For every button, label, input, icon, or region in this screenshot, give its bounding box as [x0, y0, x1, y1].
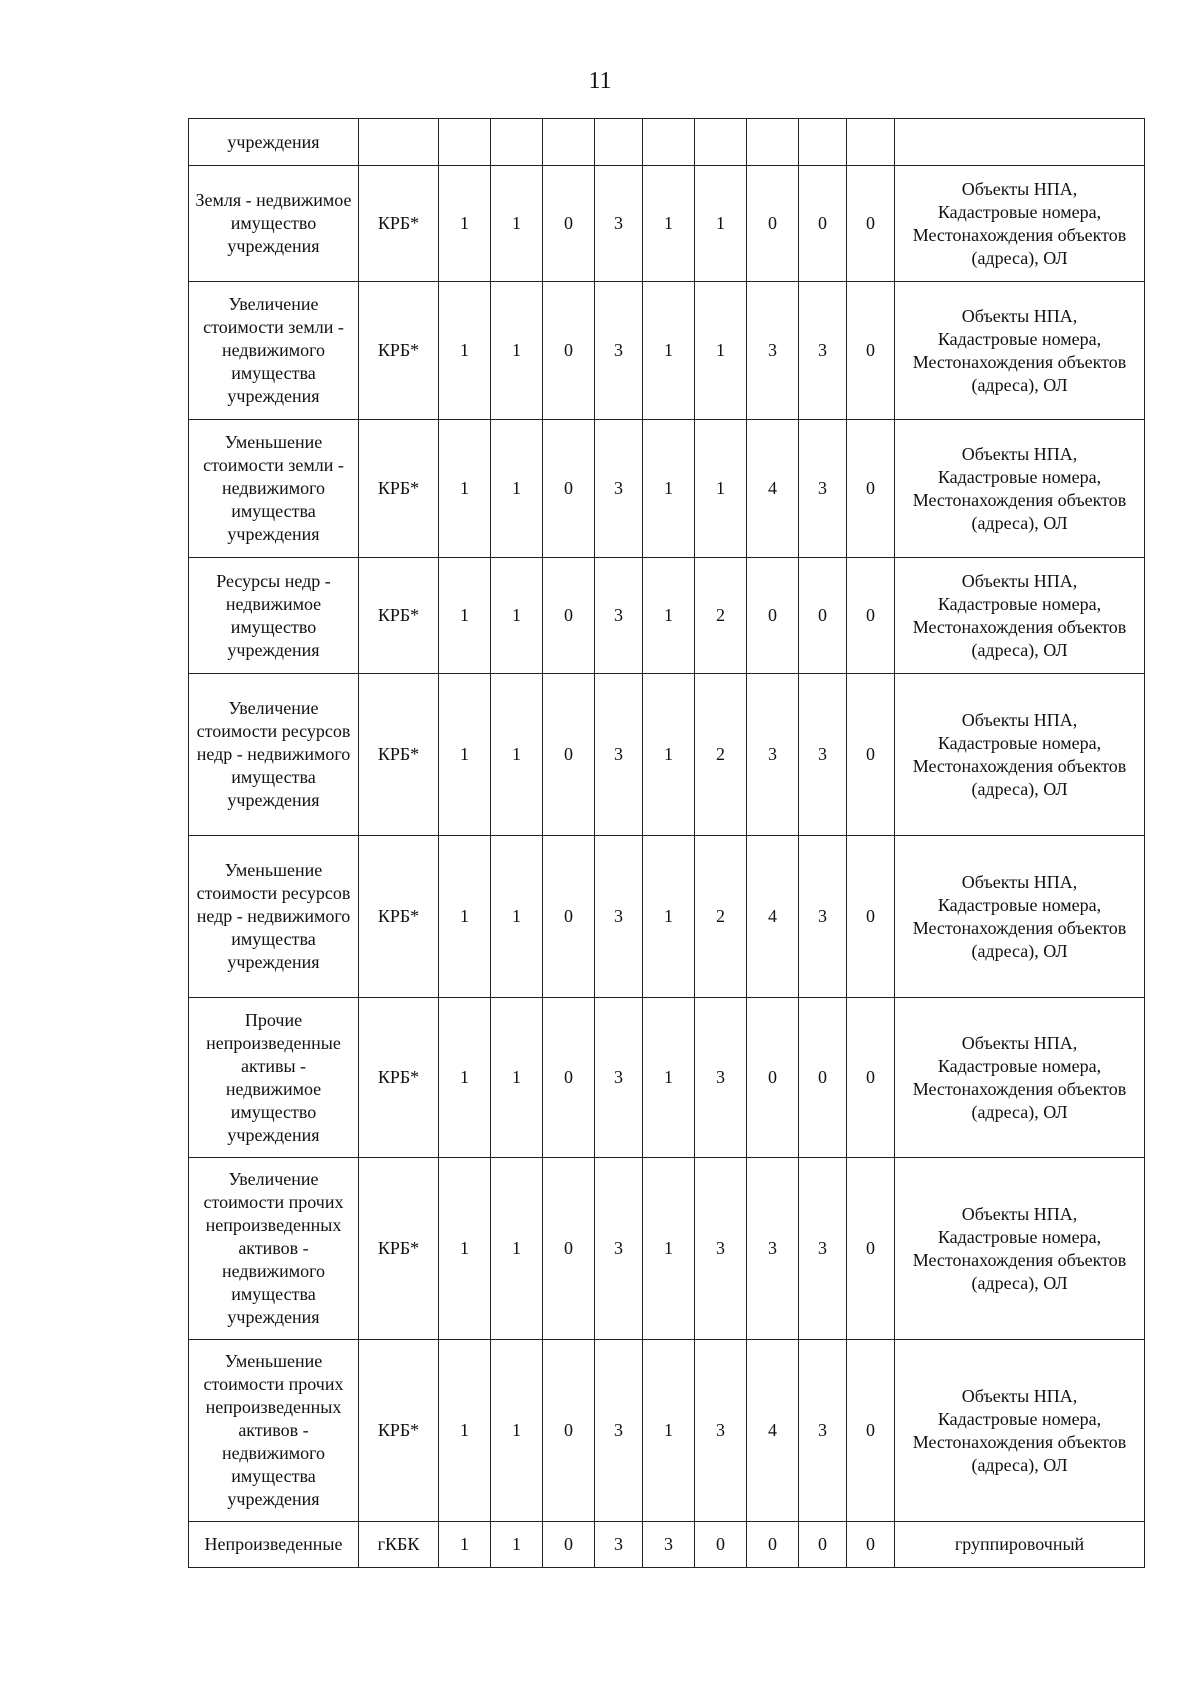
note-line: Объекты НПА,: [961, 305, 1078, 326]
row-note-cell: [895, 674, 1145, 836]
row-name-cell: [189, 998, 359, 1158]
note-line: (адреса), ОЛ: [971, 940, 1068, 961]
row-note-cell: [895, 1158, 1145, 1340]
row-name: Уменьшение стоимости прочих непроизведенных активов - недвижимого имущества учреждения: [203, 1351, 344, 1509]
code-digit-cell: 1: [643, 420, 695, 558]
row-name: Прочие непроизведенные активы - недвижимое имущество учреждения: [206, 1009, 341, 1145]
code-digit-cell: 0: [747, 558, 799, 674]
code-digit-cell: 0: [543, 420, 595, 558]
code-digit-cell: 0: [799, 998, 847, 1158]
note-line: Объекты НПА,: [961, 871, 1078, 892]
empty-cell: [543, 119, 595, 166]
code-digit-cell: 1: [643, 674, 695, 836]
code-digit-cell: 4: [747, 836, 799, 998]
code-digit-cell: 3: [595, 998, 643, 1158]
code-digit-cell: 3: [799, 282, 847, 420]
empty-cell: [439, 119, 491, 166]
empty-cell: [847, 119, 895, 166]
row-type-cell: КРБ*: [359, 836, 439, 998]
code-digit-cell: 1: [491, 166, 543, 282]
code-digit-cell: 0: [847, 998, 895, 1158]
code-digit-cell: 3: [595, 420, 643, 558]
code-digit-cell: 0: [847, 166, 895, 282]
code-digit-cell: 3: [799, 1340, 847, 1522]
row-type-cell: КРБ*: [359, 166, 439, 282]
row-name-cell: [189, 558, 359, 674]
code-digit-cell: 0: [799, 558, 847, 674]
row-note-cell: [895, 420, 1145, 558]
code-digit-cell: 1: [643, 836, 695, 998]
note-line: (адреса), ОЛ: [971, 512, 1068, 533]
note-line: Местонахождения объектов: [912, 1249, 1127, 1270]
row-type-cell: КРБ*: [359, 998, 439, 1158]
code-digit-cell: 3: [595, 166, 643, 282]
code-digit-cell: 3: [695, 998, 747, 1158]
note-line: Кадастровые номера,: [937, 593, 1102, 614]
code-digit-cell: 0: [543, 282, 595, 420]
note-line: Кадастровые номера,: [937, 1226, 1102, 1247]
row-note-cell: [895, 1522, 1145, 1568]
note-line: группировочный: [954, 1534, 1085, 1554]
code-digit-cell: 2: [695, 836, 747, 998]
code-digit-cell: 1: [439, 674, 491, 836]
row-name-cell: [189, 1340, 359, 1522]
note-line: Местонахождения объектов: [912, 917, 1127, 938]
note-line: Кадастровые номера,: [937, 201, 1102, 222]
row-type-cell: КРБ*: [359, 420, 439, 558]
row-name: Ресурсы недр - недвижимое имущество учреждения: [216, 570, 331, 660]
code-digit-cell: 1: [491, 998, 543, 1158]
table-row: [189, 998, 1145, 1158]
code-digit-cell: 1: [695, 166, 747, 282]
row-name-cell: [189, 166, 359, 282]
code-digit-cell: 1: [643, 558, 695, 674]
code-digit-cell: 1: [643, 998, 695, 1158]
note-line: Местонахождения объектов: [912, 351, 1127, 372]
note-line: Местонахождения объектов: [912, 224, 1127, 245]
note-line: Объекты НПА,: [961, 178, 1078, 199]
note-line: Объекты НПА,: [961, 570, 1078, 591]
code-digit-cell: 0: [543, 1522, 595, 1568]
code-digit-cell: 0: [747, 998, 799, 1158]
empty-cell: [359, 119, 439, 166]
table-row: [189, 674, 1145, 836]
empty-cell: [895, 119, 1145, 166]
note-line: Местонахождения объектов: [912, 1431, 1127, 1452]
code-digit-cell: 3: [695, 1158, 747, 1340]
code-digit-cell: 0: [543, 1158, 595, 1340]
code-digit-cell: 0: [847, 836, 895, 998]
code-digit-cell: 1: [491, 420, 543, 558]
code-digit-cell: 1: [491, 1158, 543, 1340]
code-digit-cell: 4: [747, 420, 799, 558]
code-digit-cell: 1: [439, 282, 491, 420]
note-line: Кадастровые номера,: [937, 1055, 1102, 1076]
code-digit-cell: 3: [695, 1340, 747, 1522]
row-type-cell: КРБ*: [359, 282, 439, 420]
code-digit-cell: 1: [643, 1158, 695, 1340]
account-codes-table: [188, 118, 1145, 1568]
row-type-cell: гКБК: [359, 1522, 439, 1568]
code-digit-cell: 0: [543, 558, 595, 674]
row-note-cell: [895, 836, 1145, 998]
code-digit-cell: 4: [747, 1340, 799, 1522]
code-digit-cell: 1: [491, 836, 543, 998]
row-name-cell: [189, 836, 359, 998]
note-line: Объекты НПА,: [961, 1032, 1078, 1053]
code-digit-cell: 1: [439, 420, 491, 558]
code-digit-cell: 1: [491, 1340, 543, 1522]
code-digit-cell: 0: [543, 674, 595, 836]
code-digit-cell: 3: [595, 1158, 643, 1340]
empty-cell: [491, 119, 543, 166]
note-line: Объекты НПА,: [961, 709, 1078, 730]
code-digit-cell: 3: [595, 1340, 643, 1522]
row-name-cell: [189, 119, 359, 166]
code-digit-cell: 1: [643, 1340, 695, 1522]
note-line: Кадастровые номера,: [937, 328, 1102, 349]
note-line: Кадастровые номера,: [937, 1408, 1102, 1429]
code-digit-cell: 0: [543, 998, 595, 1158]
code-digit-cell: 1: [491, 1522, 543, 1568]
note-line: (адреса), ОЛ: [971, 639, 1068, 660]
code-digit-cell: 2: [695, 558, 747, 674]
code-digit-cell: 1: [439, 836, 491, 998]
code-digit-cell: 3: [799, 1158, 847, 1340]
code-digit-cell: 2: [695, 674, 747, 836]
code-digit-cell: 1: [439, 1158, 491, 1340]
code-digit-cell: 0: [847, 282, 895, 420]
row-name-cell: [189, 1158, 359, 1340]
table-row-continuation: [189, 119, 1145, 166]
table-row: [189, 1340, 1145, 1522]
row-name-cell: [189, 420, 359, 558]
empty-cell: [595, 119, 643, 166]
code-digit-cell: 0: [847, 1340, 895, 1522]
code-digit-cell: 1: [439, 1522, 491, 1568]
row-note-cell: [895, 558, 1145, 674]
note-line: (адреса), ОЛ: [971, 1101, 1068, 1122]
empty-cell: [695, 119, 747, 166]
note-line: Местонахождения объектов: [912, 616, 1127, 637]
empty-cell: [747, 119, 799, 166]
note-line: (адреса), ОЛ: [971, 778, 1068, 799]
note-line: Кадастровые номера,: [937, 466, 1102, 487]
note-line: Объекты НПА,: [961, 1385, 1078, 1406]
code-digit-cell: 0: [847, 674, 895, 836]
row-name: учреждения: [227, 131, 320, 152]
code-digit-cell: 3: [799, 836, 847, 998]
row-name-cell: [189, 674, 359, 836]
code-digit-cell: 0: [747, 1522, 799, 1568]
table-row: [189, 1522, 1145, 1568]
row-name: Земля - недвижимое имущество учреждения: [195, 190, 352, 256]
code-digit-cell: 3: [595, 674, 643, 836]
code-digit-cell: 0: [799, 166, 847, 282]
row-name-cell: [189, 282, 359, 420]
code-digit-cell: 1: [491, 282, 543, 420]
empty-cell: [643, 119, 695, 166]
code-digit-cell: 3: [799, 674, 847, 836]
row-name: Увеличение стоимости прочих непроизведенных активов - недвижимого имущества учреждения: [203, 1169, 344, 1327]
row-note-cell: [895, 998, 1145, 1158]
code-digit-cell: 3: [595, 282, 643, 420]
code-digit-cell: 0: [847, 1522, 895, 1568]
code-digit-cell: 0: [543, 836, 595, 998]
table-row: [189, 420, 1145, 558]
code-digit-cell: 0: [799, 1522, 847, 1568]
row-note-cell: [895, 166, 1145, 282]
note-line: (адреса), ОЛ: [971, 1272, 1068, 1293]
table-row: [189, 166, 1145, 282]
note-line: Местонахождения объектов: [912, 1078, 1127, 1099]
code-digit-cell: 0: [695, 1522, 747, 1568]
note-line: Местонахождения объектов: [912, 489, 1127, 510]
code-digit-cell: 3: [747, 1158, 799, 1340]
row-name: Уменьшение стоимости ресурсов недр - недвижимого имущества учреждения: [196, 860, 351, 972]
table-row: [189, 282, 1145, 420]
note-line: Объекты НПА,: [961, 443, 1078, 464]
code-digit-cell: 3: [799, 420, 847, 558]
row-name: Непроизведенные: [204, 1534, 343, 1554]
note-line: (адреса), ОЛ: [971, 1454, 1068, 1475]
code-digit-cell: 0: [747, 166, 799, 282]
code-digit-cell: 3: [595, 836, 643, 998]
note-line: Местонахождения объектов: [912, 755, 1127, 776]
code-digit-cell: 1: [439, 998, 491, 1158]
empty-cell: [799, 119, 847, 166]
code-digit-cell: 3: [595, 1522, 643, 1568]
row-name: Увеличение стоимости земли - недвижимого имущества учреждения: [203, 294, 344, 406]
row-note-cell: [895, 1340, 1145, 1522]
code-digit-cell: 1: [491, 674, 543, 836]
row-type-cell: КРБ*: [359, 558, 439, 674]
note-line: (адреса), ОЛ: [971, 374, 1068, 395]
row-name-cell: [189, 1522, 359, 1568]
code-digit-cell: 1: [643, 166, 695, 282]
table-row: [189, 1158, 1145, 1340]
code-digit-cell: 3: [595, 558, 643, 674]
row-type-cell: КРБ*: [359, 674, 439, 836]
row-type-cell: КРБ*: [359, 1340, 439, 1522]
code-digit-cell: 3: [747, 674, 799, 836]
code-digit-cell: 1: [439, 1340, 491, 1522]
note-line: (адреса), ОЛ: [971, 247, 1068, 268]
code-digit-cell: 3: [643, 1522, 695, 1568]
row-name: Увеличение стоимости ресурсов недр - недвижимого имущества учреждения: [196, 698, 351, 810]
table-body: [189, 119, 1145, 1568]
note-line: Кадастровые номера,: [937, 894, 1102, 915]
code-digit-cell: 0: [847, 420, 895, 558]
row-note-cell: [895, 282, 1145, 420]
code-digit-cell: 1: [695, 282, 747, 420]
table-row: [189, 558, 1145, 674]
page-number: 11: [588, 68, 612, 94]
code-digit-cell: 1: [695, 420, 747, 558]
code-digit-cell: 0: [847, 1158, 895, 1340]
note-line: Кадастровые номера,: [937, 732, 1102, 753]
code-digit-cell: 0: [543, 1340, 595, 1522]
code-digit-cell: 1: [439, 558, 491, 674]
code-digit-cell: 0: [847, 558, 895, 674]
note-line: Объекты НПА,: [961, 1203, 1078, 1224]
code-digit-cell: 1: [643, 282, 695, 420]
table-row: [189, 836, 1145, 998]
code-digit-cell: 1: [439, 166, 491, 282]
row-type-cell: КРБ*: [359, 1158, 439, 1340]
code-digit-cell: 0: [543, 166, 595, 282]
row-name: Уменьшение стоимости земли - недвижимого имущества учреждения: [203, 432, 344, 544]
code-digit-cell: 3: [747, 282, 799, 420]
code-digit-cell: 1: [491, 558, 543, 674]
